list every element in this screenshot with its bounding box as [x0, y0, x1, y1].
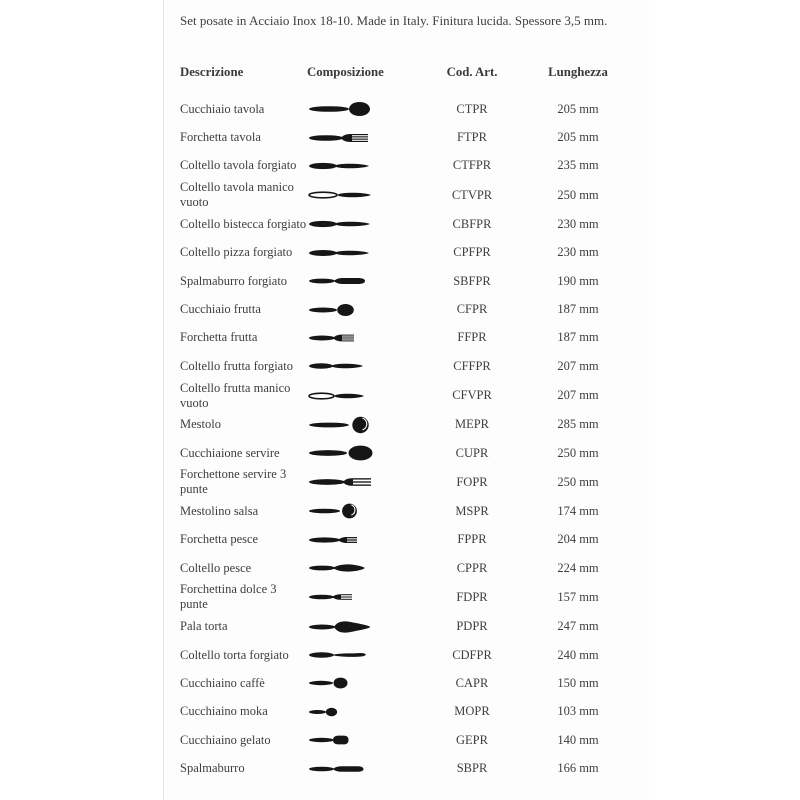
table-row — [180, 210, 649, 238]
forged-table-knife-icon — [307, 157, 422, 175]
forged-butter-spreader-icon — [307, 272, 422, 290]
item-code: CPFPR — [453, 245, 491, 260]
item-code: MOPR — [454, 704, 490, 719]
item-length: 150 mm — [557, 675, 599, 690]
item-code: CTVPR — [451, 187, 493, 202]
item-code: CTFPR — [452, 158, 492, 173]
item-description: Coltello frutta manico vuoto — [180, 380, 291, 410]
item-code: MSPR — [455, 503, 489, 518]
dessert-fork-icon — [307, 588, 422, 606]
item-code: CFVPR — [452, 388, 492, 403]
steak-knife-icon — [307, 215, 422, 233]
table-row — [180, 295, 649, 323]
item-description: Cucchiaio tavola — [180, 101, 265, 116]
table-row — [180, 467, 649, 497]
table-header-row — [180, 65, 649, 80]
item-length: 103 mm — [557, 704, 599, 719]
item-length: 187 mm — [557, 302, 599, 317]
item-description: Forchetta frutta — [180, 330, 258, 345]
item-length: 166 mm — [557, 761, 599, 776]
table-row — [180, 352, 649, 380]
item-description: Mestolino salsa — [180, 503, 259, 518]
item-length: 250 mm — [557, 445, 599, 460]
item-length: 235 mm — [557, 158, 599, 173]
table-fork-icon — [307, 129, 422, 147]
item-description: Forchettone servire 3 punte — [180, 467, 287, 497]
column-header-cod-art: Cod. Art. — [446, 65, 498, 79]
table-row — [180, 612, 649, 640]
table-spoon-icon — [307, 100, 422, 118]
table-row — [180, 123, 649, 151]
item-code: MEPR — [454, 417, 490, 432]
item-length: 250 mm — [557, 474, 599, 489]
item-code: CTPR — [456, 101, 488, 116]
table-row — [180, 180, 649, 210]
table-row — [180, 411, 649, 439]
item-code: CUPR — [455, 445, 489, 460]
fruit-hollow-handle-knife-icon — [307, 387, 422, 405]
item-length: 190 mm — [557, 273, 599, 288]
item-code: FPPR — [457, 532, 487, 547]
table-row — [180, 152, 649, 180]
column-header-lunghezza: Lunghezza — [548, 65, 608, 79]
cake-server-icon — [307, 618, 422, 636]
item-length: 187 mm — [557, 330, 599, 345]
sauce-ladle-icon — [307, 502, 422, 520]
item-description: Mestolo — [180, 417, 221, 432]
item-description: Coltello pesce — [180, 560, 252, 575]
item-description: Coltello tavola forgiato — [180, 158, 297, 173]
item-length: 157 mm — [557, 589, 599, 604]
item-length: 240 mm — [557, 647, 599, 662]
column-header-composizione: Composizione — [307, 65, 384, 79]
fish-knife-icon — [307, 559, 422, 577]
table-row — [180, 526, 649, 554]
item-length: 224 mm — [557, 560, 599, 575]
item-code: CDFPR — [452, 647, 492, 662]
table-row — [180, 381, 649, 411]
table-row — [180, 239, 649, 267]
table-row — [180, 95, 649, 123]
fruit-fork-icon — [307, 329, 422, 347]
table-row — [180, 726, 649, 754]
item-description: Forchetta pesce — [180, 532, 259, 547]
gelato-spoon-icon — [307, 731, 422, 749]
butter-spreader-icon — [307, 760, 422, 778]
item-description: Spalmaburro — [180, 761, 245, 776]
item-description: Coltello torta forgiato — [180, 647, 289, 662]
item-description: Spalmaburro forgiato — [180, 273, 288, 288]
item-code: CFFPR — [453, 358, 491, 373]
item-code: SBPR — [456, 761, 488, 776]
item-description: Cucchiaione servire — [180, 445, 280, 460]
item-code: CBFPR — [452, 216, 492, 231]
item-code: FOPR — [456, 474, 488, 489]
product-description: Set posate in Acciaio Inox 18-10. Made in Italy. Finitura lucida. Spessore 3,5 mm. — [180, 13, 608, 28]
item-description: Coltello frutta forgiato — [180, 358, 293, 373]
table-row — [180, 554, 649, 582]
item-description: Pala torta — [180, 619, 228, 634]
table-rows — [180, 95, 649, 783]
item-length: 247 mm — [557, 619, 599, 634]
item-length: 230 mm — [557, 245, 599, 260]
item-description: Cucchiaino gelato — [180, 732, 271, 747]
table-row — [180, 497, 649, 525]
item-code: CPPR — [456, 560, 488, 575]
item-length: 250 mm — [557, 187, 599, 202]
item-length: 204 mm — [557, 532, 599, 547]
cake-knife-icon — [307, 646, 422, 664]
item-length: 285 mm — [557, 417, 599, 432]
item-length: 140 mm — [557, 732, 599, 747]
item-code: CFPR — [456, 302, 488, 317]
item-length: 230 mm — [557, 216, 599, 231]
item-code: FTPR — [457, 130, 487, 145]
column-header-descrizione: Descrizione — [180, 65, 244, 79]
table-row — [180, 324, 649, 352]
product-spec-panel — [163, 0, 649, 800]
coffee-spoon-icon — [307, 674, 422, 692]
item-description: Coltello tavola manico vuoto — [180, 180, 294, 210]
fruit-spoon-icon — [307, 301, 422, 319]
item-code: SBFPR — [453, 273, 491, 288]
item-length: 207 mm — [557, 388, 599, 403]
item-code: PDPR — [456, 619, 488, 634]
table-row — [180, 439, 649, 467]
table-row — [180, 582, 649, 612]
moka-spoon-icon — [307, 703, 422, 721]
pizza-knife-icon — [307, 244, 422, 262]
item-description: Coltello bistecca forgiato — [180, 216, 307, 231]
item-length: 205 mm — [557, 130, 599, 145]
item-code: GEPR — [456, 732, 488, 747]
table-row — [180, 669, 649, 697]
hollow-handle-knife-icon — [307, 186, 422, 204]
fruit-knife-icon — [307, 357, 422, 375]
item-description: Forchetta tavola — [180, 130, 261, 145]
fish-fork-icon — [307, 531, 422, 549]
table-row — [180, 754, 649, 782]
item-length: 207 mm — [557, 358, 599, 373]
item-description: Forchettina dolce 3 punte — [180, 582, 277, 612]
ladle-icon — [307, 416, 422, 434]
item-description: Coltello pizza forgiato — [180, 245, 293, 260]
item-code: FDPR — [456, 589, 488, 604]
item-length: 205 mm — [557, 101, 599, 116]
serving-fork-icon — [307, 473, 422, 491]
item-description: Cucchiaino caffè — [180, 675, 265, 690]
table-row — [180, 641, 649, 669]
table-row — [180, 267, 649, 295]
item-code: FFPR — [457, 330, 487, 345]
table-row — [180, 698, 649, 726]
item-code: CAPR — [455, 675, 489, 690]
item-length: 174 mm — [557, 503, 599, 518]
item-description: Cucchiaio frutta — [180, 302, 261, 317]
serving-spoon-icon — [307, 444, 422, 462]
item-description: Cucchiaino moka — [180, 704, 268, 719]
